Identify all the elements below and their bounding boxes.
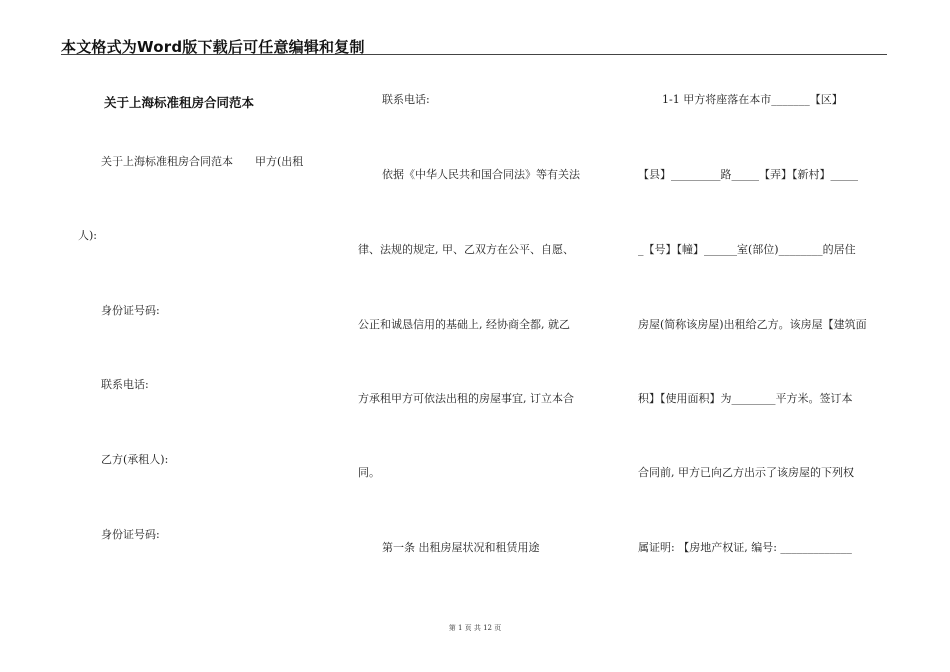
column-right xyxy=(620,0,920,672)
text-line: 依据《中华人民共和国合同法》等有关法 xyxy=(382,168,580,181)
text-line: 公正和诚恳信用的基础上, 经协商全都, 就乙 xyxy=(358,318,570,331)
page-footer: 第 1 页 共 12 页 xyxy=(448,624,502,632)
text-line: 人): xyxy=(78,229,97,242)
text-line: 身份证号码: xyxy=(101,528,160,541)
text-line: 律、法规的规定, 甲、乙双方在公平、自愿、 xyxy=(358,243,574,256)
text-line: 关于上海标准租房合同范本 甲方(出租 xyxy=(101,155,304,168)
column-middle xyxy=(340,0,620,672)
text-line: 身份证号码: xyxy=(101,304,160,317)
text-line: 联系电话: xyxy=(382,93,430,106)
column-left xyxy=(0,0,340,672)
text-line: 合同前, 甲方已向乙方出示了该房屋的下列权 xyxy=(638,466,854,479)
text-line: 联系电话: xyxy=(101,378,149,391)
text-line: 属证明: 【房地产权证, 编号: _____________ xyxy=(638,541,852,554)
text-line: 【县】_________路_____【弄】【新村】_____ xyxy=(638,168,858,181)
text-line: 同。 xyxy=(358,466,380,479)
text-line: 乙方(承租人): xyxy=(101,453,169,466)
text-line: 房屋(简称该房屋)出租给乙方。该房屋【建筑面 xyxy=(638,318,867,331)
text-line: 1-1 甲方将座落在本市_______【区】 xyxy=(662,93,843,106)
text-line: 方承租甲方可依法出租的房屋事宜, 订立本合 xyxy=(358,392,574,405)
document-banner: 本文格式为Word版下载后可任意编辑和复制 xyxy=(61,38,365,56)
document-title: 关于上海标准租房合同范本 xyxy=(104,95,255,110)
text-line: 积】【使用面积】为________平方米。签订本 xyxy=(638,392,853,405)
section-heading: 第一条 出租房屋状况和租赁用途 xyxy=(382,541,540,554)
text-line: _【号】【幢】______室(部位)________的居住 xyxy=(638,243,856,256)
